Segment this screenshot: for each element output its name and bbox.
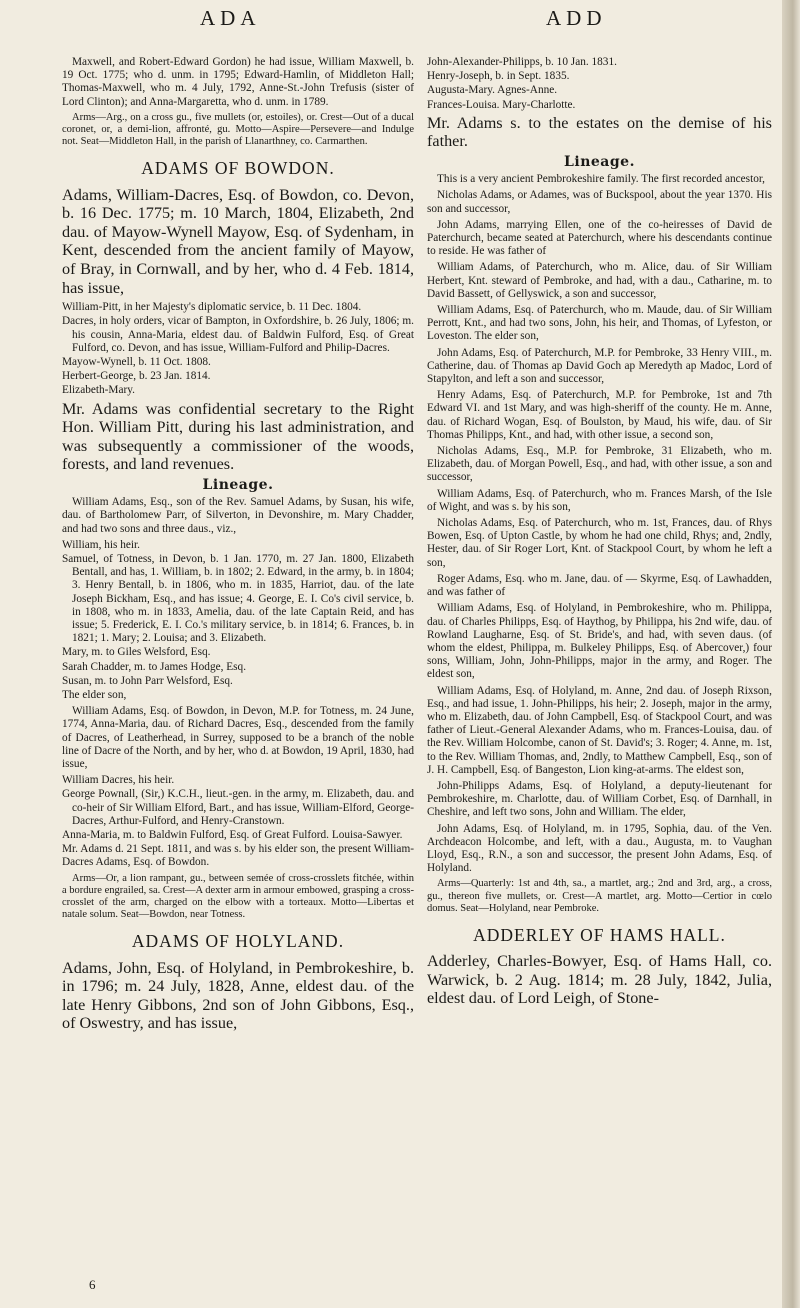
section-heading: ADAMS OF HOLYLAND. (131, 931, 345, 952)
arms-paragraph: Arms—Arg., on a cross gu., five mullets (or, estoiles), or. Crest—Out of a ducal coronet, or, a demi-lion, affronté, gu. Motto—Aspire—Persevere—and Indulge not. Seat—Middleton Hall, in the parish of Llanarthney, co. Carmarthen. (62, 111, 414, 148)
issue-entry: Sarah Chadder, m. to James Hodge, Esq. (62, 660, 247, 673)
lineage-heading: Lineage. (202, 476, 274, 493)
paragraph: The elder son, (62, 689, 127, 702)
issue-entry: Samuel, of Totness, in Devon, b. 1 Jan. 1770, m. 27 Jan. 1800, Elizabeth Bentall, and has, 1. William, b. in 1802; 2. Edward, in the army, b. in 1804; 3. Henry Bentall, b. in 1806, who m. in 1835, Harriot, dau. of the late Joseph Bickham, Esq., and has issue; 4. George, E. I. Co's civil service, b. in 1808, who m. in 1833, Amelia, dau. of the late Captain Reid, and has issue; 5. Frederick, E. I. Co.'s military service, b. in 1814; 6. Frances, b. in 1821; 1. Mary; 2. Louisa; and 3. Elizabeth. (62, 553, 414, 645)
arms-paragraph: Arms—Or, a lion rampant, gu., between semée of cross-crosslets fitchée, within a bordure engrailed, sa. Crest—A dexter arm in armour embowed, grasping a cross-crosslet of the arm, charged on the elbow with a torteaux. Motto—Libertas et natale solum. Seat—Bowdon, near Totness. (62, 872, 414, 921)
left-column (62, 56, 414, 1037)
running-header-left: ADA (200, 6, 261, 30)
paragraph: Roger Adams, Esq. who m. Jane, dau. of — Skyrme, Esq. of Lawhadden, and was father of (427, 572, 772, 599)
arms-paragraph: Arms—Quarterly: 1st and 4th, sa., a martlet, arg.; 2nd and 3rd, arg., a cross, gu., thereon five mullets, or. Crest—A martlet, arg. Motto—Certior in cœlo domus. Seat—Holyland, near Pembroke. (427, 878, 772, 914)
paragraph: Mr. Adams s. to the estates on the demise of his father. (427, 113, 772, 151)
lineage-heading: Lineage. (564, 154, 635, 170)
issue-entry: Frances-Louisa. Mary-Charlotte. (427, 98, 576, 111)
issue-entry: Mayow-Wynell, b. 11 Oct. 1808. (62, 356, 211, 368)
issue-entry: William Dacres, his heir. (62, 774, 175, 787)
issue-entry: Elizabeth-Mary. (62, 384, 135, 397)
issue-entry: Augusta-Mary. Agnes-Anne. (427, 84, 558, 97)
paragraph: John Adams, marrying Ellen, one of the co-heiresses of David de Paterchurch, became seated at Paterchurch, where his descendants continue to reside. He was father of (427, 218, 772, 258)
paragraph: John Adams, Esq. of Holyland, m. in 1795, Sophia, dau. of the Ven. Archdeacon Holcombe, and left, with a dau., Augusta, m. to Vaughan Lloyd, Esq., R.N., a son and successor, the present John Adams, Esq. of Holyland. (427, 822, 772, 875)
right-column (427, 56, 772, 1012)
paragraph: Adams, John, Esq. of Holyland, in Pembrokeshire, b. in 1796; m. 24 July, 1828, Anne, eldest dau. of the late Henry Gibbons, 2nd son of John Gibbons, Esq., of Oswestry, and has issue, (62, 958, 414, 1033)
page-number: 6 (89, 1277, 96, 1292)
paragraph: Henry Adams, Esq. of Paterchurch, M.P. for Pembroke, 1st and 7th Edward VI. and 1st Mary, and was high-sheriff of the county. He m. Anne, dau. of Richard Wogan, Esq. of Boulston, by Maud, his wife, dau. of Sir Thomas Philipps, Knt., and had, with other issue, a second son, (427, 389, 772, 441)
paragraph: Mr. Adams was confidential secretary to the Right Hon. William Pitt, during his last administration, and was subsequently a commissioner of the woods, forests, and land revenues. (62, 399, 414, 474)
paragraph: Mr. Adams d. 21 Sept. 1811, and was s. by his elder son, the present William-Dacres Adams, Esq. of Bowdon. (62, 843, 414, 869)
paragraph: Nicholas Adams, or Adames, was of Buckspool, about the year 1370. His son and successor, (427, 189, 772, 215)
issue-entry: John-Alexander-Philipps, b. 10 Jan. 1831. (427, 56, 617, 68)
issue-entry: Anna-Maria, m. to Baldwin Fulford, Esq. of Great Fulford. Louisa-Sawyer. (62, 829, 403, 842)
issue-entry: William, his heir. (62, 538, 140, 551)
paragraph: William Adams, Esq. of Holyland, m. Anne, 2nd dau. of Joseph Rixson, Esq., and had issue, 1. John-Philipps, his heir; 2. Joseph, major in the army, who m. Elizabeth, dau. of John Campbell, Esq. of Stackpool Court, and was father of Lieut.-General Alexander Adams, who m. Frances-Louisa, dau. of the Rev. William Holcombe, canon of St. David's; 3. Roger; 4. Anne, m. 1st, to the Rev. William Thomas, and, 2ndly, to Matthew Campbell, Esq., son of J. H. Campbell, Esq. of Bangeston, Lion king-at-arms. The eldest son, (427, 684, 772, 776)
paragraph: William Adams, Esq. of Paterchurch, who m. Maude, dau. of Sir William Perrott, Knt., and had two sons, John, his heir, and Thomas, of Lyfeston, or Loveston. The elder son, (427, 304, 772, 343)
section-heading: ADDERLEY OF HAMS HALL. (473, 924, 726, 945)
paragraph: Adderley, Charles-Bowyer, Esq. of Hams Hall, co. Warwick, b. 2 Aug. 1814; m. 28 July, 1842, Julia, eldest dau. of Lord Leigh, of Stone- (427, 952, 772, 1008)
paragraph: Nicholas Adams, Esq., M.P. for Pembroke, 31 Elizabeth, who m. Elizabeth, dau. of Morgan Powell, Esq., and had, with other issue, a son and successor, (427, 445, 772, 484)
paragraph: William Adams, Esq. of Bowdon, in Devon, M.P. for Totness, m. 24 June, 1774, Anna-Maria, dau. of Richard Dacres, Esq., descended from the family of Dacres, of Leatherhead, in Surrey, supposed to be a branch of the noble line of Dacre of the North, and by her, who d. at Bowdon, 19 April, 1830, had issue, (62, 705, 414, 771)
section-heading: ADAMS OF BOWDON. (141, 158, 335, 179)
issue-entry: Herbert-George, b. 23 Jan. 1814. (62, 370, 211, 383)
paragraph: Maxwell, and Robert-Edward Gordon) he had issue, William Maxwell, b. 19 Oct. 1775; who d. unm. in 1795; Edward-Hamlin, of Middleton Hall; Thomas-Maxwell, who m. 4 July, 1792, Anne-St.-John Trefusis (sister of Lord Clinton); and Anna-Margaretta, who d. unm. in 1789. (62, 56, 414, 108)
issue-entry: Dacres, in holy orders, vicar of Bampton, in Oxfordshire, b. 26 July, 1806; m. his cousin, Anna-Maria, eldest dau. of Baldwin Fulford, Esq. of Great Fulford, co. Devon, and has issue, William-Fulford and Philip-Dacres. (62, 315, 414, 354)
issue-entry: William-Pitt, in her Majesty's diplomatic service, b. 11 Dec. 1804. (62, 301, 362, 314)
paragraph: William Adams, Esq., son of the Rev. Samuel Adams, by Susan, his wife, dau. of Bartholomew Parr, of Silverton, in Devonshire, m. Mary Chadder, and had two sons and three daus., viz., (62, 496, 414, 535)
paragraph: John-Philipps Adams, Esq. of Holyland, a deputy-lieutenant for Pembrokeshire, m. Charlotte, dau. of William Corbet, Esq. of Darnhall, in Cheshire, and left two sons, John and William. The elder, (427, 779, 772, 819)
issue-entry: George Pownall, (Sir,) K.C.H., lieut.-gen. in the army, m. Elizabeth, dau. and co-heir of Sir William Elford, Bart., and has issue, William-Elford, George-Dacres, Arthur-Fulford, and Henry-Cranstown. (62, 788, 414, 827)
paragraph: This is a very ancient Pembrokeshire family. The first recorded ancestor, (437, 173, 765, 186)
running-header-right: ADD (546, 6, 607, 30)
paragraph: William Adams, Esq. of Holyland, in Pembrokeshire, who m. Philippa, dau. of Charles Philipps, Esq. of Haythog, by Philippa, his 2nd wife, dau. of Rowland Laugharne, Esq. of St. Bride's, and had, with seven daus. (of whom the eldest, Philippa, m. Bulkeley Philipps, Esq. of Abercover,) four sons, William, John, John-Philipps, major in the army, and Roger. The eldest son, (427, 602, 772, 681)
paragraph: William Adams, of Paterchurch, who m. Alice, dau. of Sir William Herbert, Knt. steward of Pembroke, and had, with a dau., Catharine, m. to David Bassett, of Gellyswick, a son and successor, (427, 261, 772, 300)
issue-entry: Mary, m. to Giles Welsford, Esq. (62, 646, 211, 659)
paragraph: Nicholas Adams, Esq. of Paterchurch, who m. 1st, Frances, dau. of Rhys Bowen, Esq. of Upton Castle, by whom he had one child, Rhys; and, 2ndly, Hester, dau. of Sir Roger Lort, Knt. of Stackpool Court, by whom he left a son, (427, 517, 772, 569)
issue-entry: Susan, m. to John Parr Welsford, Esq. (62, 674, 233, 687)
paragraph: Adams, William-Dacres, Esq. of Bowdon, co. Devon, b. 16 Dec. 1775; m. 10 March, 1804, Elizabeth, 2nd dau. of Mayow-Wynell Mayow, Esq. of Sydenham, in Kent, descended from the ancient family of Mayow, of Bray, in Cornwall, and by her, who d. 4 Feb. 1814, has issue, (62, 185, 414, 297)
page-edge (782, 0, 800, 1308)
issue-entry: Henry-Joseph, b. in Sept. 1835. (427, 70, 570, 83)
paragraph: William Adams, Esq. of Paterchurch, who m. Frances Marsh, of the Isle of Wight, and was s. by his son, (427, 487, 772, 513)
paragraph: John Adams, Esq. of Paterchurch, M.P. for Pembroke, 33 Henry VIII., m. Catherine, dau. of Thomas ap David Goch ap Meredyth ap Madoc, Lord of Stapylton, and left a son and successor, (427, 346, 772, 386)
